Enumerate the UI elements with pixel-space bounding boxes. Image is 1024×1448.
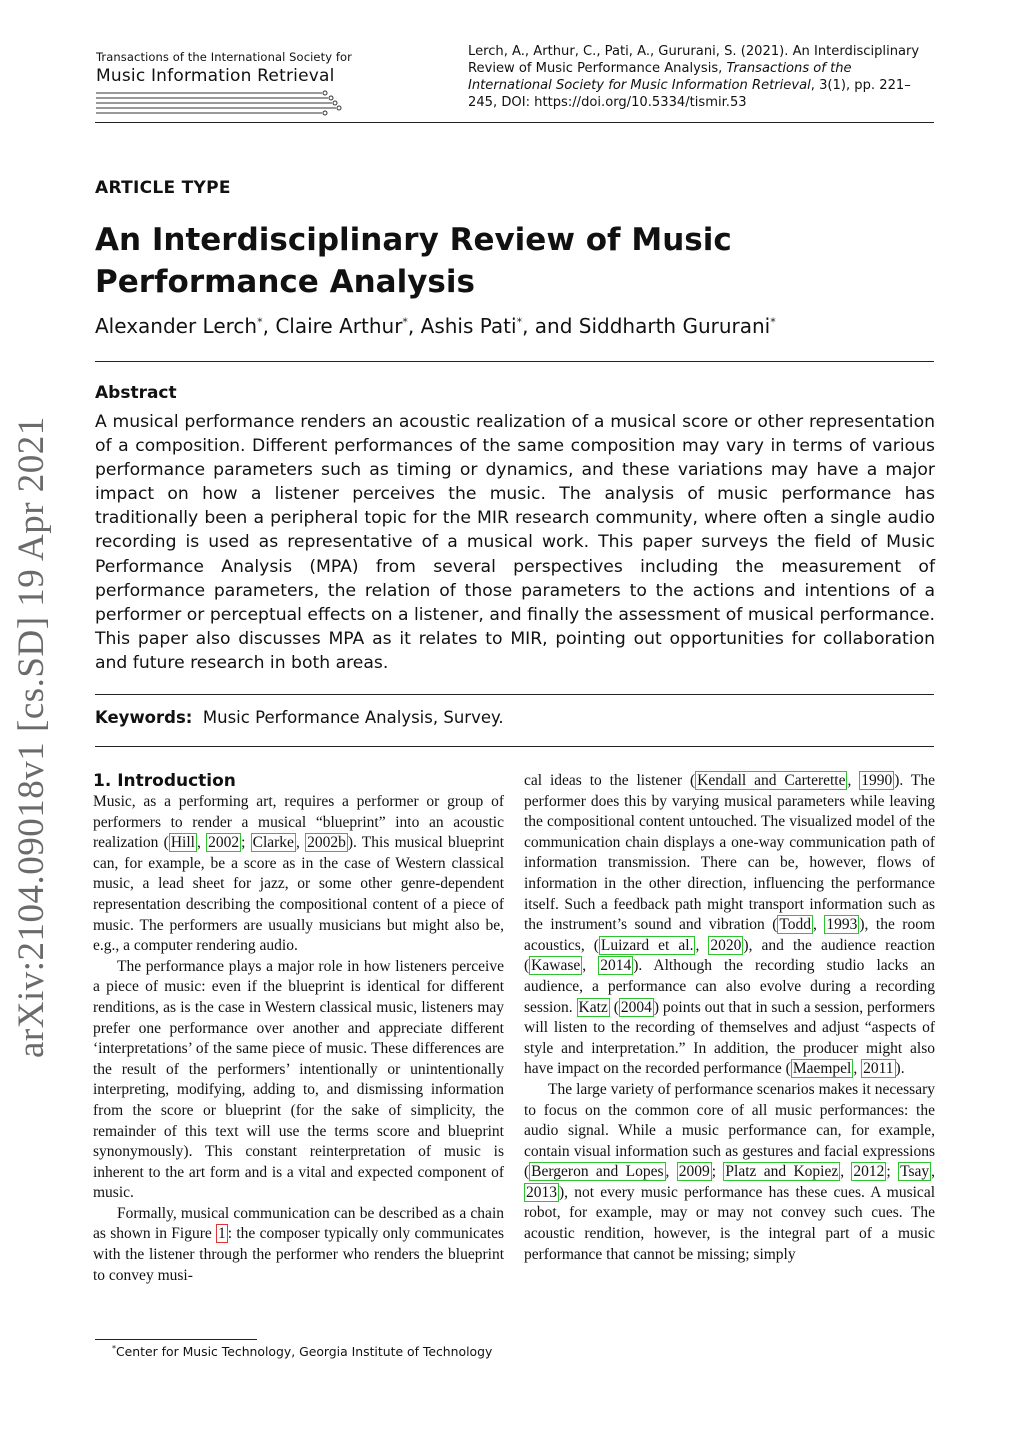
author-list — [95, 314, 776, 338]
keywords — [95, 708, 504, 727]
citation-link[interactable]: 2012 — [853, 1163, 885, 1181]
section-heading: 1. Introduction — [93, 771, 236, 791]
citation-link[interactable]: Bergeron and Lopes — [531, 1163, 664, 1181]
citation-journal: Transactions of the International Society for Music Information Retrieval — [468, 61, 852, 93]
citation-volume-doi: , 3(1), pp. 221–245, DOI: https://doi.org/10.5334/tismir.53 — [468, 78, 911, 110]
title-rule — [95, 361, 934, 362]
citation-link[interactable]: Platz and Kopiez — [725, 1163, 839, 1181]
citation-link[interactable]: Luizard et al. — [600, 936, 694, 954]
citation-link[interactable]: 2011 — [863, 1060, 894, 1078]
citation-link[interactable]: Kendall and Carterette — [697, 772, 846, 789]
paragraph: The performance plays a major role in how listeners perceive a piece of music: even if the blueprint is identical for different renditions, as is the case in Western classical music, listeners may prefer one performance over another and appreciate different ‘interpretations’ of the same piece of music. These differences are the result of the performers’ intentionally or unintentionally interpreting, modifying, adding to, and dismissing information from the score or blueprint (for the sake of simplicity, the remainder of this text will use the terms score and blueprint synonymously). This constant reinterpretation of music is inherent to the art form and is a vital and expected component of music. — [93, 957, 504, 1202]
citation-link[interactable]: Todd — [779, 916, 812, 934]
left-column — [93, 771, 504, 1286]
author-separator: , — [407, 314, 421, 338]
author-name: Alexander Lerch — [95, 314, 258, 338]
right-column — [524, 771, 935, 1265]
paragraph: cal ideas to the listener ( Kendall and Carterette , 1990 ). The performer does this by varying musical parameters while leaving the compositional content untouched. The visualized model of the communication chain displays a one-way communication path of information transmission. There can be, however, flows of information in the other direction, influencing the performance itself. Such a feedback path might transport information such as the instrument’s sound and vibration ( Todd , 1993 ), the room acoustics, ( Luizard et al. , 2020 ), and the audience reaction ( Kawase , 2014 ). Although the recording studio lacks an audience, a performance can also evolve during a recording session. Katz ( 2004 ) points out that in such a session, performers will listen to the recording of themselves and adjust “aspects of style and interpretation.” In addition, the producer might also have impact on the recorded performance ( Maempel , 2011 ). — [524, 772, 936, 1078]
keywords-label: Keywords: — [95, 708, 193, 727]
keywords-value: Music Performance Analysis, Survey. — [202, 708, 504, 727]
arxiv-stamp: arXiv:2104.09018v1 [cs.SD] 19 Apr 2021 — [11, 416, 52, 1058]
citation-link[interactable]: 2014 — [600, 957, 632, 975]
citation-block — [468, 43, 938, 111]
author-mark: * — [516, 315, 523, 329]
footnote-rule — [95, 1339, 257, 1340]
citation-link[interactable]: Kawase — [531, 957, 581, 975]
paragraph: The large variety of performance scenarios makes it necessary to focus on the common core of all music performances: the audio signal. While a music performance can, for example, contain visual information such as gestures and facial expressions ( Bergeron and Lopes , 2009 ; Platz and Kopiez , 2012 ; Tsay , 2013 ), not every music performance has these cues. A musical robot, for example, may or may not convey such cues. The acoustic rendition, however, is the integral part of a music performance that cannot be missing; simply — [524, 1080, 936, 1263]
citation-link[interactable]: Tsay — [900, 1163, 930, 1181]
journal-logo — [96, 50, 352, 116]
citation-link[interactable]: 1993 — [826, 916, 858, 934]
header-rule — [95, 122, 934, 123]
citation-link[interactable]: 2002b — [307, 834, 346, 852]
author-separator: , and — [522, 314, 579, 338]
citation-link[interactable]: Maempel — [792, 1060, 852, 1078]
paragraph: Formally, musical communication can be described as a chain as shown in Figure 1 : the composer typically only communicates with the listener through the performer who renders the blueprint to convey musi- — [93, 1204, 504, 1284]
journal-name-line1: Transactions of the International Society for — [96, 50, 352, 64]
abstract-heading: Abstract — [95, 383, 177, 403]
author-separator: , — [262, 314, 276, 338]
footnote — [112, 1344, 492, 1359]
citation-link[interactable]: 2004 — [620, 998, 652, 1016]
paragraph: Music, as a performing art, requires a performer or group of performers to render a musical “blueprint” into an acoustic realization ( Hill , 2002 ; Clarke , 2002b ). This musical blueprint can, for example, be a score as in the case of Western classical music, a lead sheet for jazz, or some other genre-dependent representation describing the compositional content of a piece of music. The performers are usually musicians but might also be, e.g., a computer rendering audio. — [93, 793, 505, 955]
circuit-lines-icon — [96, 90, 346, 116]
keywords-rule — [95, 746, 934, 747]
journal-name-line2: Music Information Retrieval — [96, 66, 335, 86]
footnote-mark: * — [112, 1344, 116, 1353]
citation-link[interactable]: 2013 — [526, 1183, 557, 1201]
abstract-text: A musical performance renders an acoustic realization of a musical score or other representation of a composition. Different performances of the same composition may vary in terms of various performance parameters such as timing or dynamics, and these variations may have a major impact on how a listener perceives the music. The analysis of music performance has traditionally been a peripheral topic for the MIR research community, where often a single audio recording is used as representative of a musical work. This paper surveys the field of Music Performance Analysis (MPA) from several perspectives including the measurement of performance parameters, the relation of those parameters to the actions and intentions of a performer or perceptual effects on a listener, and finally the assessment of musical performance. This paper also discusses MPA as it relates to MIR, pointing out opportunities for collaboration and future research in both areas. — [95, 412, 935, 673]
author-name: Ashis Pati — [420, 314, 517, 338]
author-name: Siddharth Gururani — [578, 314, 771, 338]
citation-authors-title: Lerch, A., Arthur, C., Pati, A., Gururani, S. (2021). An Interdisciplinary Review of Music Performance Analysis, — [468, 44, 920, 76]
citation-link[interactable]: 2002 — [208, 834, 240, 852]
author-mark: * — [402, 315, 408, 329]
author-mark: * — [770, 315, 776, 329]
citation-link[interactable]: Hill — [170, 834, 195, 852]
article-type: ARTICLE TYPE — [95, 178, 231, 198]
citation-link[interactable]: 2020 — [710, 936, 742, 954]
citation-link[interactable]: Katz — [578, 998, 608, 1016]
citation-link[interactable]: 1990 — [861, 772, 893, 789]
author-mark: * — [257, 315, 263, 329]
citation-link[interactable]: 2009 — [678, 1163, 710, 1181]
figure-link[interactable]: 1 — [218, 1225, 226, 1243]
author-name: Claire Arthur — [275, 314, 403, 338]
abstract-rule — [95, 694, 934, 695]
citation-link[interactable]: Clarke — [252, 834, 294, 852]
footnote-text: Center for Music Technology, Georgia Institute of Technology — [116, 1344, 493, 1360]
paper-title: An Interdisciplinary Review of Music Performance Analysis — [95, 222, 732, 300]
